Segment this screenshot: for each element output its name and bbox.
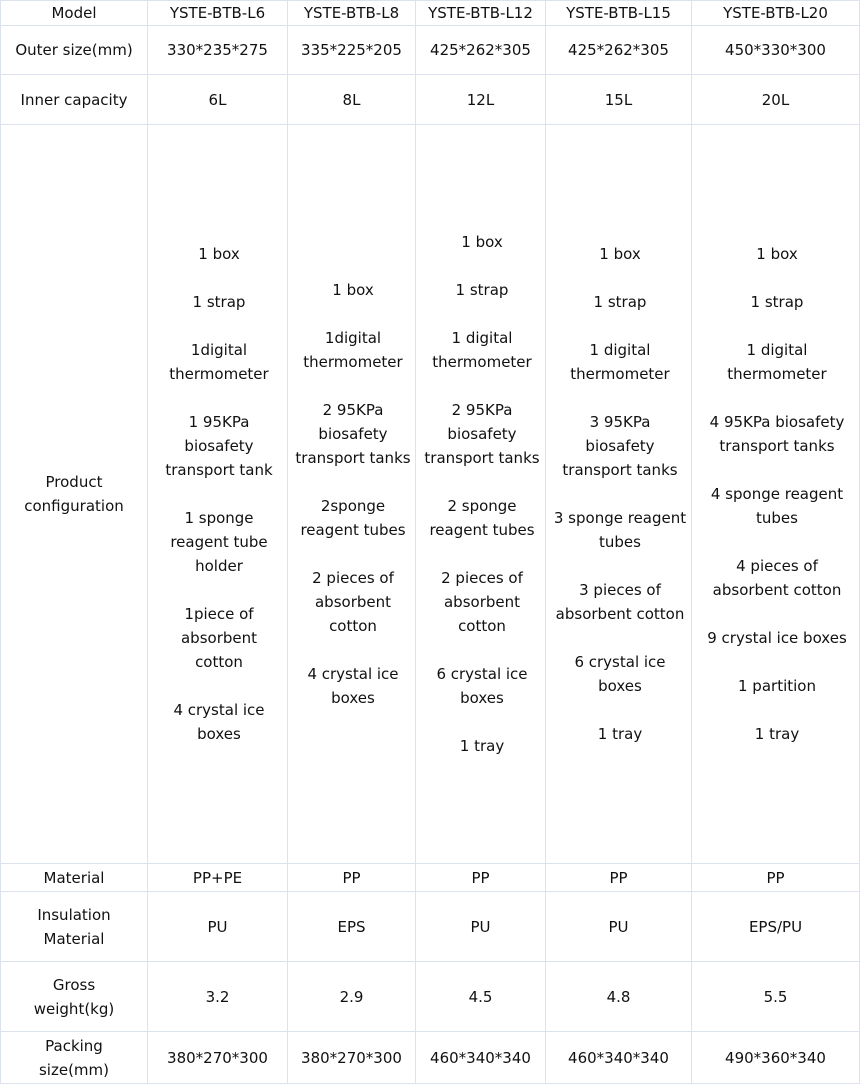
config-item: 1digital thermometer xyxy=(169,341,269,383)
insulation-value: PU xyxy=(546,892,692,962)
row-outer-size xyxy=(1,26,860,75)
model-name: YSTE-BTB-L20 xyxy=(692,1,860,26)
row-packing-size xyxy=(1,1032,860,1084)
config-cell xyxy=(148,125,288,864)
model-name: YSTE-BTB-L15 xyxy=(546,1,692,26)
config-item: 1 box xyxy=(756,245,798,263)
material-value: PP xyxy=(288,864,416,892)
label-outer-size: Outer size(mm) xyxy=(1,26,148,75)
outer-size-value: 330*235*275 xyxy=(148,26,288,75)
config-cell xyxy=(546,125,692,864)
row-gross-weight xyxy=(1,962,860,1032)
label-insulation-material-text: Insulation Material xyxy=(37,905,111,948)
config-item: 4 crystal ice boxes xyxy=(307,665,399,707)
material-value: PP xyxy=(692,864,860,892)
outer-size-value: 450*330*300 xyxy=(692,26,860,75)
config-item: 1 strap xyxy=(455,281,509,299)
gross-weight-value: 5.5 xyxy=(692,962,860,1032)
config-item: 4 sponge reagent tubes xyxy=(710,485,844,527)
config-list xyxy=(699,242,855,746)
config-item: 1 tray xyxy=(597,725,643,743)
config-item: 1 box xyxy=(461,233,503,251)
gross-weight-value: 2.9 xyxy=(288,962,416,1032)
row-insulation-material xyxy=(1,892,860,962)
config-item: 1piece of absorbent cotton xyxy=(180,605,257,671)
config-item: 1 digital thermometer xyxy=(570,341,670,383)
packing-size-value: 460*340*340 xyxy=(416,1032,546,1084)
packing-size-value: 490*360*340 xyxy=(692,1032,860,1084)
config-cell xyxy=(692,125,860,864)
config-item: 1 partition xyxy=(738,677,816,695)
config-item: 6 crystal ice boxes xyxy=(574,653,666,695)
config-item: 1 tray xyxy=(754,725,800,743)
row-inner-capacity xyxy=(1,75,860,125)
label-inner-capacity: Inner capacity xyxy=(1,75,148,125)
label-insulation-material xyxy=(1,892,148,962)
config-item: 1 digital thermometer xyxy=(432,329,532,371)
label-packing-size-text: Packing size(mm) xyxy=(38,1036,109,1079)
label-material: Material xyxy=(1,864,148,892)
packing-size-value: 460*340*340 xyxy=(546,1032,692,1084)
config-item: 4 95KPa biosafety transport tanks xyxy=(709,413,845,455)
config-item: 1 strap xyxy=(593,293,647,311)
config-item: 1digital thermometer xyxy=(303,329,403,371)
config-item: 1 box xyxy=(332,281,374,299)
config-item: 1 sponge reagent tube holder xyxy=(170,509,268,575)
material-value: PP xyxy=(416,864,546,892)
config-item: 4 pieces of absorbent cotton xyxy=(712,557,842,599)
gross-weight-value: 4.5 xyxy=(416,962,546,1032)
insulation-value: EPS xyxy=(288,892,416,962)
config-list xyxy=(295,278,411,710)
packing-size-value: 380*270*300 xyxy=(288,1032,416,1084)
inner-capacity-value: 20L xyxy=(692,75,860,125)
config-item: 1 strap xyxy=(750,293,804,311)
config-item: 2 pieces of absorbent cotton xyxy=(441,569,523,635)
config-list xyxy=(423,230,541,758)
insulation-value: PU xyxy=(148,892,288,962)
config-item: 4 crystal ice boxes xyxy=(173,701,265,743)
config-item: 1 tray xyxy=(459,737,505,755)
outer-size-value: 425*262*305 xyxy=(416,26,546,75)
gross-weight-value: 3.2 xyxy=(148,962,288,1032)
material-value: PP xyxy=(546,864,692,892)
inner-capacity-value: 12L xyxy=(416,75,546,125)
config-item: 3 95KPa biosafety transport tanks xyxy=(562,413,678,479)
row-product-configuration xyxy=(1,125,860,864)
label-packing-size xyxy=(1,1032,148,1084)
config-cell xyxy=(416,125,546,864)
config-item: 1 box xyxy=(599,245,641,263)
material-value: PP+PE xyxy=(148,864,288,892)
config-item: 9 crystal ice boxes xyxy=(707,629,847,647)
config-item: 6 crystal ice boxes xyxy=(436,665,528,707)
config-item: 3 sponge reagent tubes xyxy=(553,509,687,551)
packing-size-value: 380*270*300 xyxy=(148,1032,288,1084)
row-model xyxy=(1,1,860,26)
config-item: 2 pieces of absorbent cotton xyxy=(312,569,394,635)
config-item: 1 95KPa biosafety transport tank xyxy=(165,413,273,479)
inner-capacity-value: 15L xyxy=(546,75,692,125)
config-item: 3 pieces of absorbent cotton xyxy=(555,581,685,623)
gross-weight-value: 4.8 xyxy=(546,962,692,1032)
config-item: 1 box xyxy=(198,245,240,263)
label-product-configuration xyxy=(1,125,148,864)
config-list xyxy=(155,242,283,746)
insulation-value: EPS/PU xyxy=(692,892,860,962)
config-item: 2 95KPa biosafety transport tanks xyxy=(295,401,411,467)
outer-size-value: 335*225*205 xyxy=(288,26,416,75)
config-list xyxy=(553,242,687,746)
config-cell xyxy=(288,125,416,864)
label-model: Model xyxy=(1,1,148,26)
row-material xyxy=(1,864,860,892)
config-item: 1 strap xyxy=(192,293,246,311)
label-gross-weight xyxy=(1,962,148,1032)
config-item: 2 95KPa biosafety transport tanks xyxy=(424,401,540,467)
inner-capacity-value: 6L xyxy=(148,75,288,125)
insulation-value: PU xyxy=(416,892,546,962)
model-name: YSTE-BTB-L12 xyxy=(416,1,546,26)
inner-capacity-value: 8L xyxy=(288,75,416,125)
label-gross-weight-text: Gross weight(kg) xyxy=(33,975,115,1018)
config-item: 2 sponge reagent tubes xyxy=(429,497,535,539)
label-product-configuration-text: Product configuration xyxy=(24,473,124,515)
outer-size-value: 425*262*305 xyxy=(546,26,692,75)
model-name: YSTE-BTB-L8 xyxy=(288,1,416,26)
model-name: YSTE-BTB-L6 xyxy=(148,1,288,26)
config-item: 2sponge reagent tubes xyxy=(300,497,406,539)
config-item: 1 digital thermometer xyxy=(727,341,827,383)
